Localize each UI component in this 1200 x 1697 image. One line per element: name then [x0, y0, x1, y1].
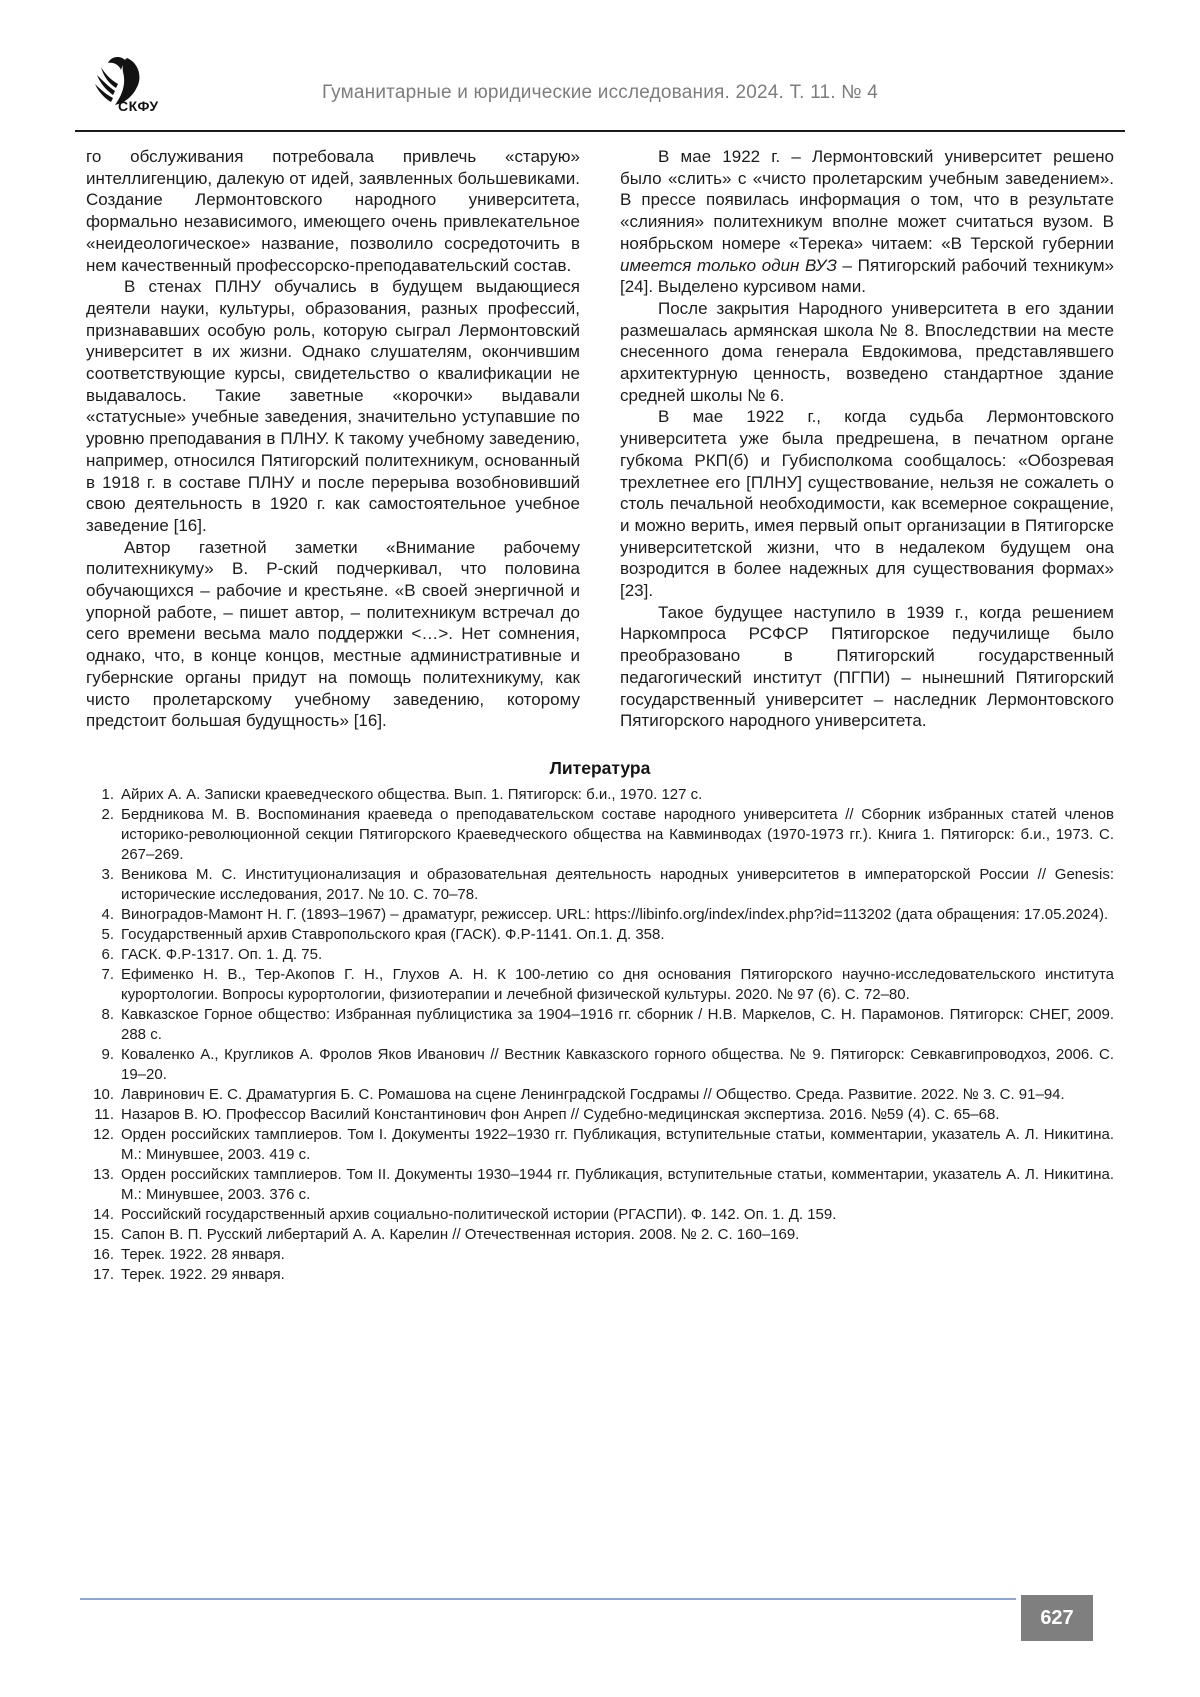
text-run: Автор газетной заметки «Внимание рабочему политехникуму» В. Р-ский подчеркивал, что половина обучающихся – рабочие и крестьяне. «В своей энергичной и упорной работе, – пишет автор, – политехникум встречал до сего времени весьма мало поддержки <…>. Нет сомнения, однако, что, в конце концов, местные административные и губернские органы придут на помощь политехникуму, как чисто пролетарскому учебному заведению, которому предстоит большая будущность» [16]. [86, 537, 580, 731]
reference-number: 17. [93, 1265, 114, 1283]
reference-text: Коваленко А., Кругликов А. Фролов Яков Иванович // Вестник Кавказского горного общества. № 9. Пятигорск: Севкавгипроводхоз, 2006. С. 19–20. [121, 1045, 1114, 1083]
reference-text: Айрих А. А. Записки краеведческого общества. Вып. 1. Пятигорск: б.и., 1970. 127 с. [121, 785, 703, 803]
references-heading: Литература [549, 757, 651, 778]
reference-item [86, 865, 1114, 905]
text-run: В мае 1922 г. – Лермонтовский университет решено было «слить» с «чисто пролетарским учебным заведением». В прессе появилась информация о том, что в результате «слияния» политехникум вполне может считаться вузом. В ноябрьском номере «Терека» читаем: «В Терской губернии [620, 147, 1114, 253]
page-header [0, 0, 1200, 133]
reference-item [86, 1205, 1114, 1225]
reference-text: Бердникова М. В. Воспоминания краеведа о преподавательском составе народного университета // Сборник избранных статей членов историко-революционной секции Пятигорского Краеведческого общества на Кавминводах (1970-1973 гг.). Книга 1. Пятигорск: б.и., 1973. С. 267–269. [121, 805, 1114, 863]
reference-text: Лавринович Е. С. Драматургия Б. С. Ромашова на сцене Ленинградской Госдрамы // Общество. Среда. Развитие. 2022. № 3. С. 91–94. [121, 1085, 1065, 1103]
left-column [86, 146, 580, 732]
reference-number: 2. [101, 805, 114, 823]
reference-number: 10. [93, 1085, 114, 1103]
italic-text: имеется только один ВУЗ [620, 255, 837, 275]
page-number-badge [1021, 1595, 1093, 1641]
reference-number: 14. [93, 1205, 114, 1223]
reference-item [86, 965, 1114, 1005]
article-body [0, 146, 1200, 732]
reference-item [86, 1105, 1114, 1125]
paragraph [620, 602, 1114, 732]
reference-text: Назаров В. Ю. Профессор Василий Константинович фон Анреп // Судебно-медицинская экспертиза. 2016. №59 (4). С. 65–68. [121, 1105, 1000, 1123]
reference-item [86, 905, 1114, 925]
references-list [0, 779, 1200, 1285]
text-run: – Пятигорский рабочий техникум» [24]. Выделено курсивом нами. [620, 255, 1114, 297]
reference-text: Веникова М. С. Институционализация и образовательная деятельность народных университетов в императорской России // Genesis: исторические исследования, 2017. № 10. С. 70–78. [121, 865, 1114, 903]
reference-item [86, 925, 1114, 945]
reference-item [86, 1225, 1114, 1245]
reference-number: 6. [101, 945, 114, 963]
reference-number: 13. [93, 1165, 114, 1183]
reference-number: 3. [101, 865, 114, 883]
reference-number: 8. [101, 1005, 114, 1023]
reference-number: 11. [94, 1105, 114, 1123]
reference-text: Государственный архив Ставропольского края (ГАСК). Ф.Р-1141. Оп.1. Д. 358. [121, 925, 665, 943]
journal-title: Гуманитарные и юридические исследования. 2024. Т. 11. № 4 [321, 82, 879, 103]
reference-text: Ефименко Н. В., Тер-Акопов Г. Н., Глухов А. Н. К 100-летию со дня основания Пятигорского научно-исследовательского института курортологии. Вопросы курортологии, физиотерапии и лечебной физической культуры. 2020. № 97 (6). С. 72–80. [121, 965, 1114, 1003]
reference-number: 16. [93, 1245, 114, 1263]
reference-number: 1. [101, 785, 114, 803]
reference-item [86, 1005, 1114, 1045]
reference-text: Кавказское Горное общество: Избранная публицистика за 1904–1916 гг. сборник / Н.В. Маркелов, С. Н. Парамонов. Пятигорск: СНЕГ, 2009. 288 с. [121, 1005, 1114, 1043]
text-run: Такое будущее наступило в 1939 г., когда решением Наркомпроса РСФСР Пятигорское педучилище было преобразовано в Пятигорский государственный педагогический институт (ПГПИ) – нынешний Пятигорский государственный университет – наследник Лермонтовского Пятигорского народного университета. [620, 602, 1114, 731]
logo-label: СКФУ [118, 98, 159, 114]
reference-text: ГАСК. Ф.Р-1317. Оп. 1. Д. 75. [121, 945, 323, 963]
footer-divider [80, 1598, 1016, 1600]
reference-number: 7. [101, 965, 114, 983]
paragraph [86, 146, 580, 276]
reference-text: Орден российских тамплиеров. Том II. Документы 1930–1944 гг. Публикация, вступительные статьи, комментарии, указатель А. Л. Никитина. М.: Минувшее, 2003. 376 с. [121, 1165, 1114, 1203]
right-column [620, 146, 1114, 732]
reference-item [86, 805, 1114, 865]
reference-text: Орден российских тамплиеров. Том I. Документы 1922–1930 гг. Публикация, вступительные статьи, комментарии, указатель А. Л. Никитина. М.: Минувшее, 2003. 419 с. [121, 1125, 1114, 1163]
reference-number: 9. [101, 1045, 114, 1063]
reference-number: 5. [101, 925, 114, 943]
reference-text: Терек. 1922. 29 января. [121, 1265, 285, 1283]
paragraph [620, 298, 1114, 407]
text-run: В стенах ПЛНУ обучались в будущем выдающиеся деятели науки, культуры, образования, разных профессий, признававших особую роль, которую сыграл Лермонтовский университет в их жизни. Однако слушателям, окончившим соответствующие курсы, свидетельство о квалификации не выдавалось. Такие заветные «корочки» выдавали «статусные» учебные заведения, значительно уступавшие по уровню преподавания в ПЛНУ. К такому учебному заведению, например, относился Пятигорский политехникум, основанный в 1918 г. в составе ПЛНУ и после перерыва возобновивший свою деятельность в 1920 г. как самостоятельное учебное заведение [16]. [86, 277, 580, 535]
reference-item [86, 1245, 1114, 1265]
reference-item [86, 1125, 1114, 1165]
page-number: 627 [1040, 1606, 1074, 1629]
reference-item [86, 1265, 1114, 1285]
reference-item [86, 1165, 1114, 1205]
paragraph [86, 276, 580, 536]
reference-number: 12. [93, 1125, 114, 1143]
text-run: После закрытия Народного университета в его здании размешалась армянская школа № 8. Впоследствии на месте снесенного дома генерала Евдокимова, представлявшего архитектурную ценность, возведено стандартное здание средней школы № 6. [620, 298, 1114, 405]
paragraph [620, 146, 1114, 298]
reference-number: 15. [93, 1225, 114, 1243]
reference-item [86, 945, 1114, 965]
reference-text: Виноградов-Мамонт Н. Г. (1893–1967) – драматург, режиссер. URL: https://libinfo.org/index/index.php?id=113202 (дата обращения: 17.05.2024). [121, 905, 1109, 923]
header-divider [75, 130, 1125, 132]
reference-text: Российский государственный архив социально-политической истории (РГАСПИ). Ф. 142. Оп. 1. Д. 159. [121, 1205, 837, 1223]
paragraph [620, 406, 1114, 601]
reference-item [86, 1045, 1114, 1085]
reference-text: Сапон В. П. Русский либертарий А. А. Карелин // Отечественная история. 2008. № 2. С. 160–169. [121, 1225, 800, 1243]
text-run: го обслуживания потребовала привлечь «старую» интеллигенцию, далекую от идей, заявленных большевиками. Создание Лермонтовского народного университета, формально независимого, имеющего очень привлекательное «неидеологическое» название, позволило сосредоточить в нем качественный профессорско-преподавательский состав. [86, 147, 580, 275]
reference-item [86, 1085, 1114, 1105]
reference-number: 4. [101, 905, 114, 923]
text-run: В мае 1922 г., когда судьба Лермонтовского университета уже была предрешена, в печатном органе губкома РКП(б) и Губисполкома сообщалось: «Обозревая трехлетнее его [ПЛНУ] существование, нельзя не сожалеть о столь печальной необходимости, как всемерное сокращение, и можно верить, имея первый опыт организации в Пятигорске университетской жизни, что в недалеком будущем она возродится в более надежных для существования формах» [23]. [620, 407, 1114, 601]
reference-text: Терек. 1922. 28 января. [121, 1245, 285, 1263]
paragraph [86, 537, 580, 732]
reference-item [86, 785, 1114, 805]
